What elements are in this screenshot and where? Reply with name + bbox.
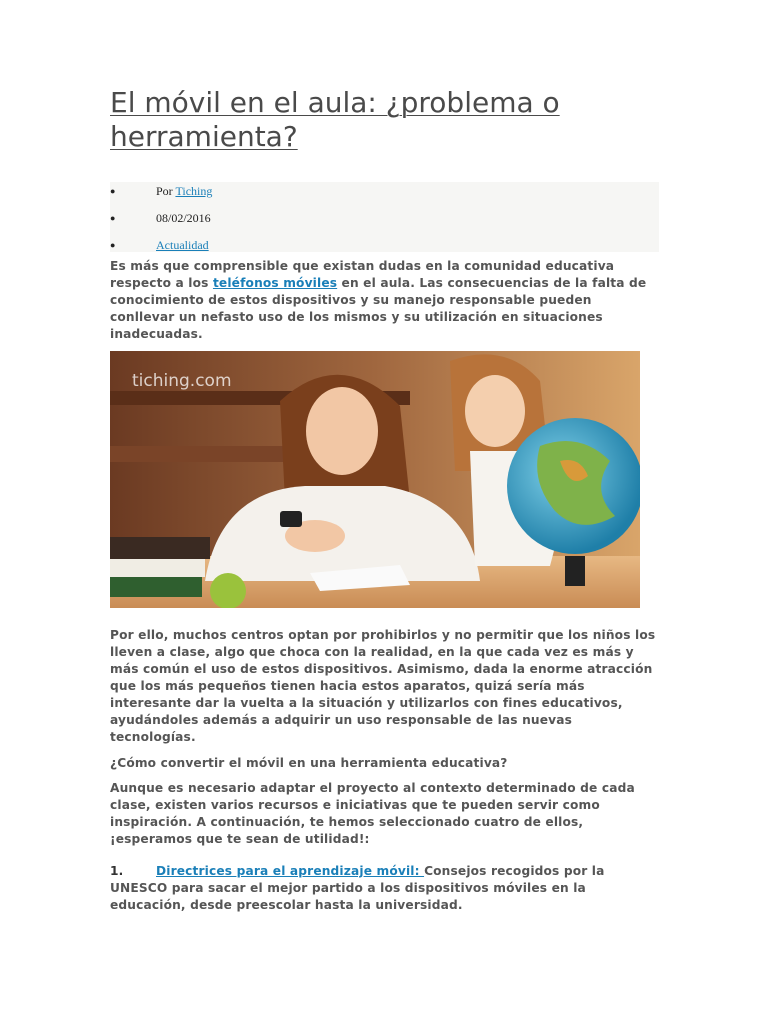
body-paragraph-3: Aunque es necesario adaptar el proyecto al contexto determinado de cada clase, existen varios recursos e iniciativas que te pueden servir como inspiración. A continuación, te hemos seleccionado cuatro de ellos, ¡esperamos que te sean de utilidad!: <box>110 781 635 846</box>
article-photo <box>110 351 640 608</box>
article-meta <box>110 182 659 252</box>
directrices-link[interactable]: Directrices para el aprendizaje móvil: <box>156 864 425 878</box>
section-question: ¿Cómo convertir el móvil en una herramienta educativa? <box>110 756 508 770</box>
body-paragraph-2: Por ello, muchos centros optan por prohibirlos y no permitir que los niños los lleven a clase, algo que choca con la realidad, en la que cada vez es más y más común el uso de estos dispositivos. Asimismo, dada la enorme atracción que los más pequeños tienen hacia estos aparatos, quizá sería más interesante dar la vuelta a la situación y utilizarlos con fines educativos, ayudándoles además a adquirir un uso responsable de las nuevas tecnologías. <box>110 628 656 744</box>
list-item-text: Consejos recogidos por la UNESCO para sacar el mejor partido a los dispositivos móviles en la educación, desde preescolar hasta la universidad. <box>110 864 605 912</box>
author-link[interactable]: Tiching <box>175 184 213 198</box>
image-watermark: tiching.com <box>132 371 232 391</box>
bullet-icon: ● <box>110 186 116 196</box>
bullet-icon: ● <box>110 240 116 250</box>
author-prefix: Por <box>156 184 176 198</box>
intro-paragraph: Es más que comprensible que existan dudas en la comunidad educativa respecto a los teléfonos móviles en el aula. Las consecuencias de la falta de conocimiento de estos dispositivos y su manejo responsable pueden conllevar un nefasto uso de los mismos y su utilización en situaciones inadecuadas. <box>110 259 647 341</box>
category-link[interactable]: Actualidad <box>156 238 209 252</box>
list-number: 1. <box>110 864 124 878</box>
list-item <box>110 863 660 914</box>
article-title[interactable]: El móvil en el aula: ¿problema o herramienta? <box>110 86 560 153</box>
bullet-icon: ● <box>110 213 116 223</box>
moviles-link[interactable]: teléfonos móviles <box>212 276 338 290</box>
publish-date: 08/02/2016 <box>156 211 211 225</box>
